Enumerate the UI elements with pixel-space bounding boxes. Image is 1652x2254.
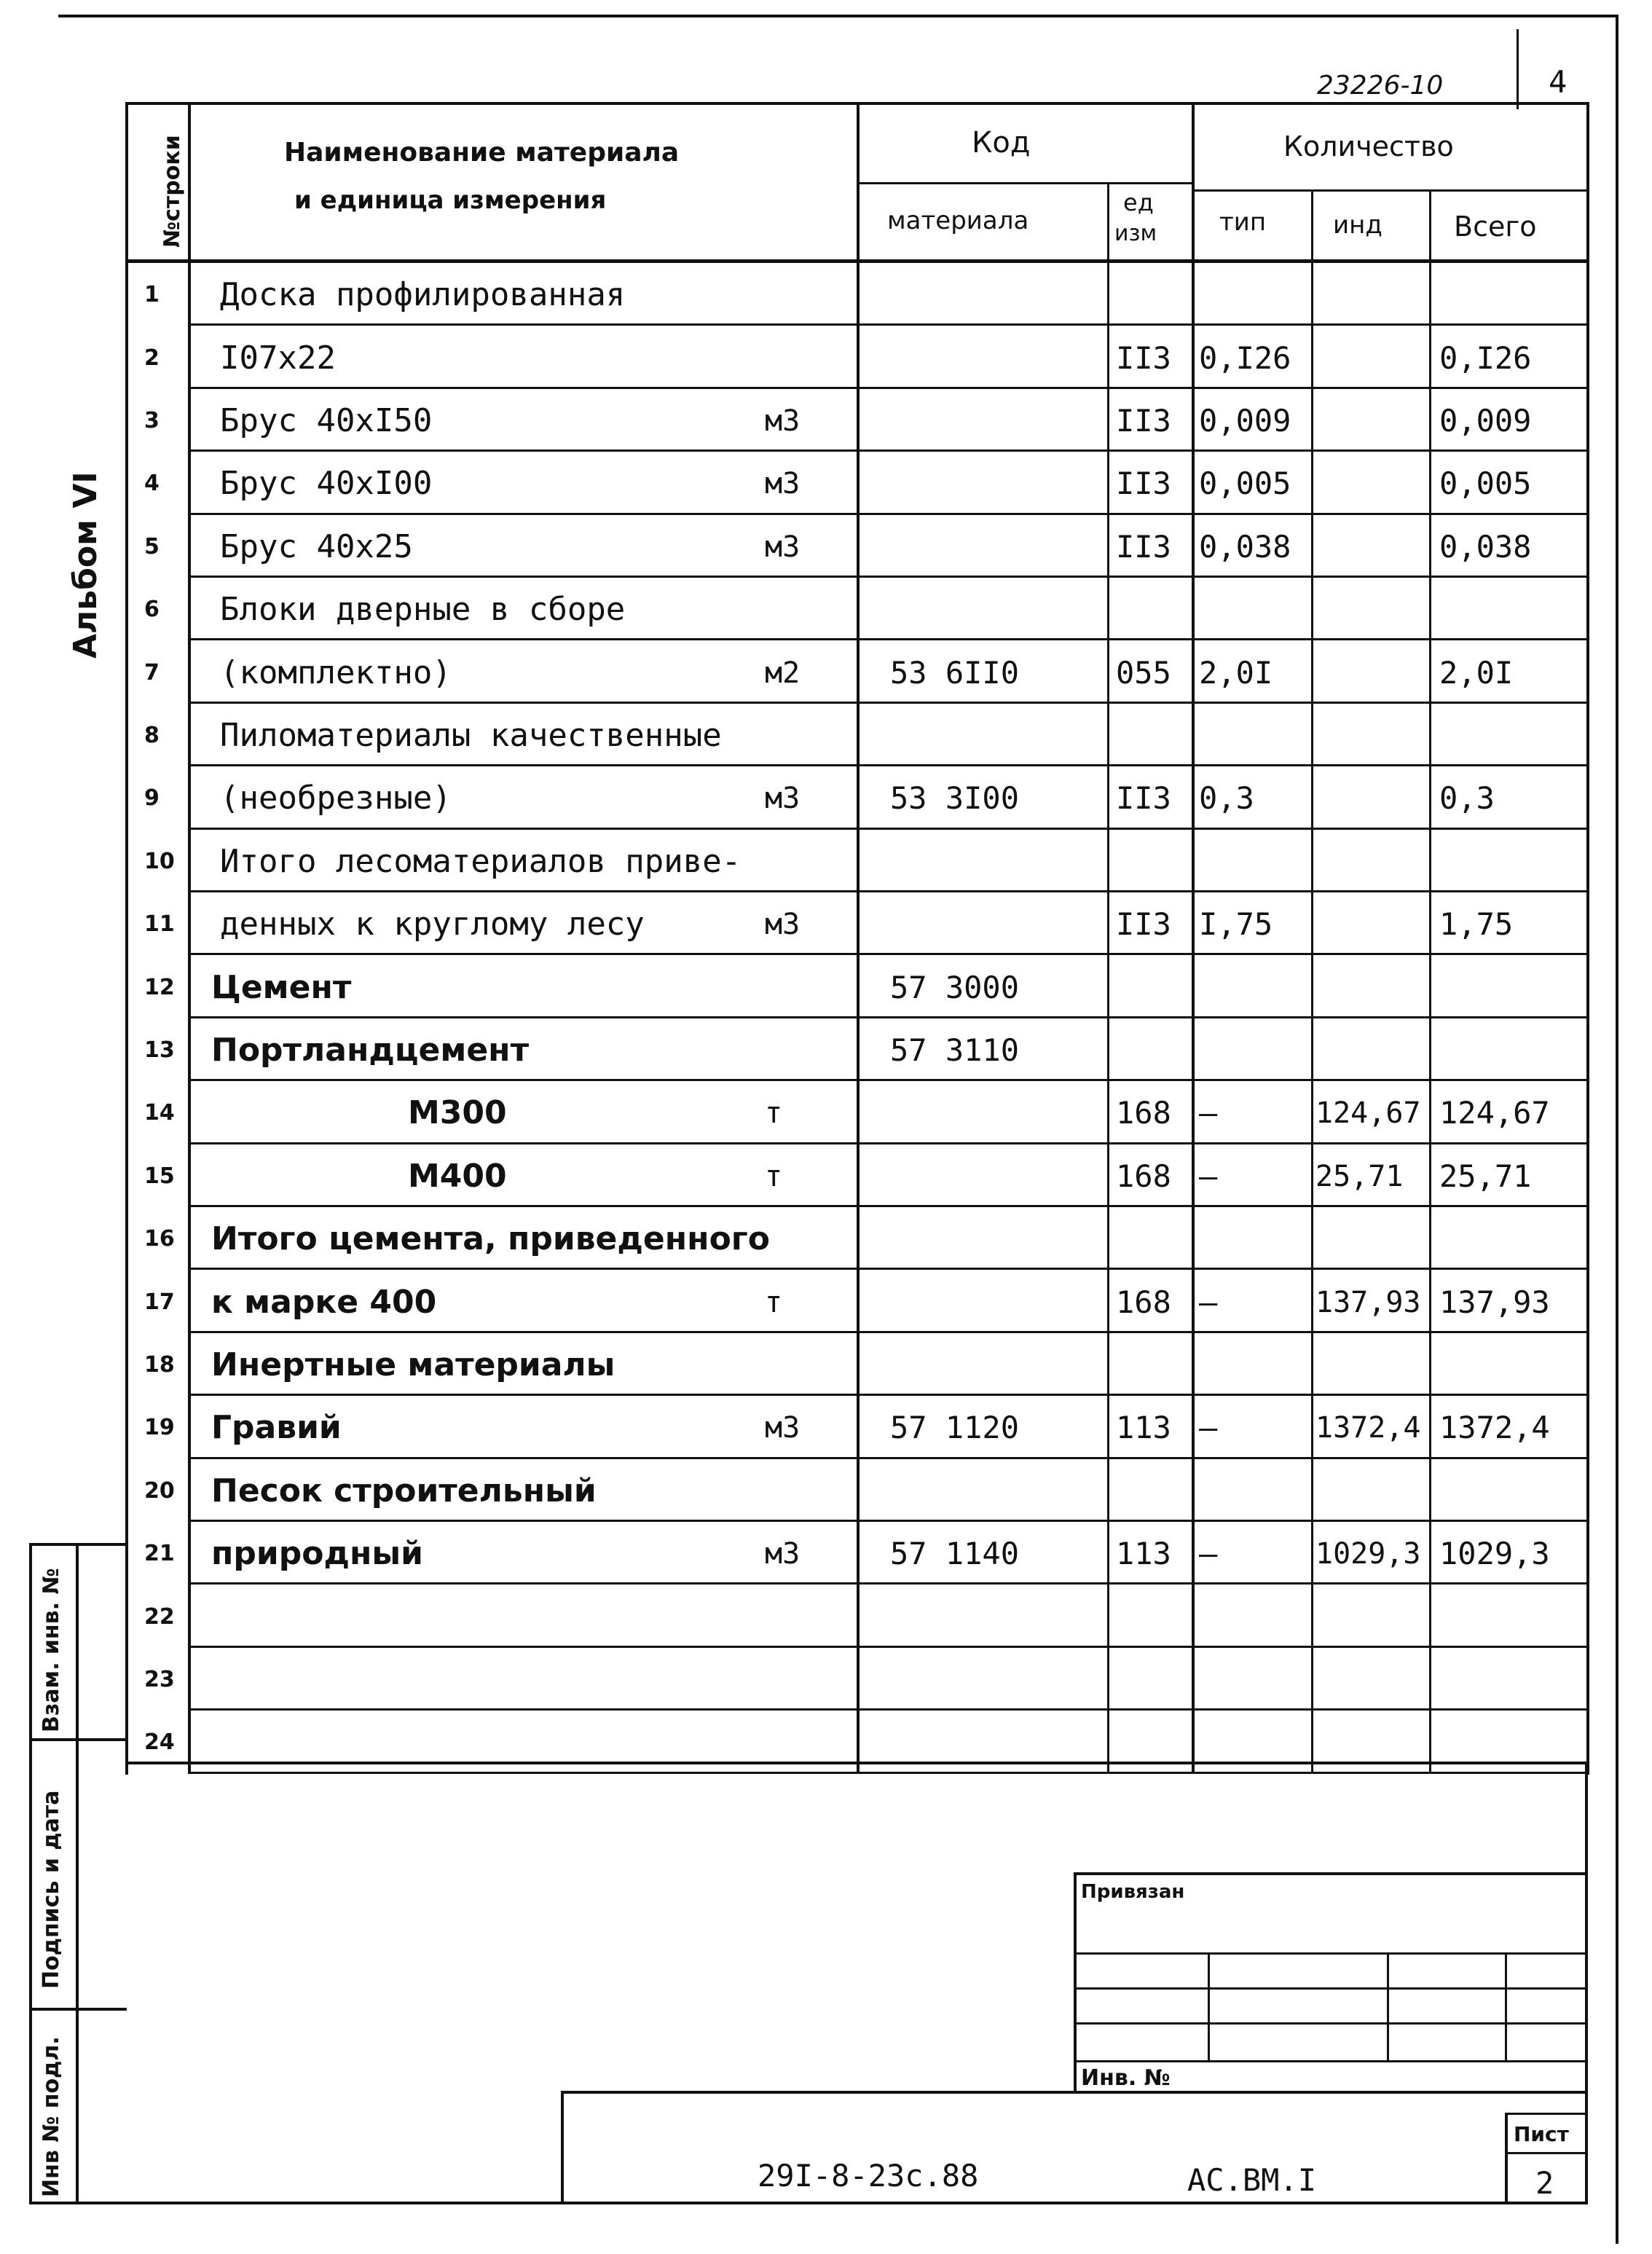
document-code: 29I-8-23c.88 (758, 2158, 979, 2194)
material-name: Песок строительный (211, 1472, 597, 1509)
list-label: Пист (1514, 2122, 1569, 2146)
cell-tip: 0,I26 (1199, 339, 1291, 376)
row-line (188, 1772, 1586, 1774)
cell-total: 1372,4 (1439, 1410, 1550, 1446)
cell-total: 137,93 (1439, 1284, 1550, 1320)
material-unit: м3 (765, 1537, 801, 1571)
row-number: 1 (144, 282, 160, 308)
title-block-top (125, 1762, 1586, 1764)
cell-tip: 0,005 (1199, 466, 1291, 502)
stamp-row-4 (1074, 2060, 1586, 2062)
cell-ind: 1029,3 (1315, 1537, 1421, 1571)
cell-ucode: 168 (1116, 1284, 1171, 1320)
material-name: Брус 40xI50 (220, 402, 433, 439)
header-name-line2: и единица измерения (294, 186, 607, 215)
material-name: Инертные материалы (211, 1346, 615, 1383)
col-line-ind (1429, 189, 1431, 1773)
list-cell-mid (1505, 2152, 1586, 2154)
row-line (188, 387, 1586, 389)
col-line-type (1311, 189, 1313, 1773)
material-name: Брус 40xI00 (220, 465, 433, 503)
top-border (58, 15, 1617, 17)
cell-ucode: II3 (1116, 906, 1171, 943)
row-number: 16 (144, 1226, 175, 1252)
cell-code: 57 1140 (890, 1536, 1020, 1572)
row-number: 24 (144, 1729, 175, 1756)
material-unit: м3 (765, 467, 801, 501)
cell-total: 0,009 (1439, 403, 1532, 439)
cell-total: 25,71 (1439, 1158, 1532, 1194)
row-line (188, 1268, 1586, 1270)
cell-ind: 1372,4 (1315, 1411, 1421, 1445)
cell-tip: 0,038 (1199, 528, 1291, 565)
row-line (188, 1205, 1586, 1207)
cell-ucode: 113 (1116, 1410, 1171, 1446)
stamp-col-1 (1208, 1952, 1210, 2062)
row-line (188, 702, 1586, 704)
row-line (188, 449, 1586, 452)
album-label: Альбом VI (67, 471, 104, 659)
row-line (188, 1394, 1586, 1396)
row-number: 17 (144, 1289, 175, 1315)
col-line-name (857, 102, 860, 1773)
material-name: Гравий (211, 1409, 342, 1447)
row-line (188, 513, 1586, 515)
cell-ucode: II3 (1116, 780, 1171, 817)
stamp-row-2 (1074, 1987, 1586, 1990)
header-qty-total: Всего (1454, 211, 1537, 243)
row-number: 10 (144, 848, 175, 874)
header-qty-ind: инд (1333, 211, 1382, 240)
header-split-qty (1192, 189, 1586, 192)
table-top-line (125, 102, 1586, 105)
side-line-3 (29, 2008, 127, 2011)
material-unit: т (765, 1096, 783, 1131)
cell-total: 1,75 (1439, 906, 1514, 943)
row-line (188, 1708, 1586, 1711)
material-unit: м3 (765, 404, 801, 438)
side-column-left (29, 1543, 32, 2204)
cell-tip: 0,009 (1199, 403, 1291, 439)
row-number: 12 (144, 974, 175, 1000)
header-name-line1: Наименование материала (284, 138, 680, 168)
row-number: 15 (144, 1163, 175, 1189)
material-name: денных к круглому лесу (220, 906, 645, 943)
row-number: 19 (144, 1415, 175, 1441)
cell-ucode: 055 (1116, 654, 1171, 691)
list-cell-left (1505, 2113, 1508, 2204)
main-stamp-left (561, 2091, 564, 2204)
header-qty-type: тип (1219, 208, 1267, 237)
row-line (188, 1079, 1586, 1081)
material-name: природный (211, 1535, 424, 1573)
cell-ucode: II3 (1116, 528, 1171, 565)
row-line (188, 1016, 1586, 1018)
material-name: Цемент (211, 968, 352, 1006)
row-number: 8 (144, 723, 160, 748)
material-unit: т (765, 1285, 783, 1319)
cell-ucode: 113 (1116, 1536, 1171, 1572)
title-block-right (1585, 1762, 1588, 2203)
stamp-col-3 (1505, 1952, 1507, 2062)
cell-ucode: II3 (1116, 466, 1171, 502)
row-line (188, 953, 1586, 955)
row-number: 2 (144, 345, 160, 371)
table-left-line (125, 102, 128, 1775)
row-number: 18 (144, 1352, 175, 1378)
row-line (188, 890, 1586, 892)
title-block-bottom (125, 2202, 1588, 2204)
cell-tip: – (1199, 1095, 1218, 1131)
cell-tip: – (1199, 1158, 1218, 1194)
cell-tip: – (1199, 1284, 1218, 1320)
row-number: 6 (144, 597, 160, 623)
list-cell-top (1505, 2113, 1586, 2115)
cell-tip: 0,3 (1199, 780, 1254, 817)
material-name: М300 (408, 1094, 507, 1132)
row-number: 7 (144, 659, 160, 686)
document-mark: АС.ВМ.I (1187, 2162, 1317, 2198)
header-split-code-mat (857, 182, 1107, 184)
row-number: 23 (144, 1667, 175, 1692)
material-name: Портландцемент (211, 1032, 530, 1069)
cell-ind: 137,93 (1315, 1285, 1421, 1319)
privyazan-label: Привязан (1081, 1881, 1185, 1903)
cell-tip: – (1199, 1410, 1218, 1446)
material-name: (необрезные) (220, 780, 452, 817)
header-code-unit-2: изм (1114, 221, 1157, 246)
cell-ucode: II3 (1116, 403, 1171, 439)
material-unit: м2 (765, 656, 801, 690)
cell-total: 124,67 (1439, 1095, 1550, 1131)
cell-code: 57 1120 (890, 1410, 1020, 1446)
material-name: М400 (408, 1157, 507, 1195)
row-line (188, 1520, 1586, 1522)
row-number: 9 (144, 785, 160, 812)
cell-tip: – (1199, 1536, 1218, 1572)
row-line (188, 576, 1586, 578)
header-row-number: №строки (160, 135, 185, 248)
side-line-2 (29, 1738, 127, 1741)
document-number: 23226-10 (1317, 71, 1444, 101)
header-bottom-line (125, 259, 1586, 263)
row-line (188, 1142, 1586, 1144)
stamp-row-3 (1074, 2022, 1586, 2025)
cell-tip: I,75 (1199, 906, 1273, 943)
row-line (188, 764, 1586, 766)
col-line-number (188, 102, 191, 1773)
material-unit: т (765, 1159, 783, 1193)
side-line-1 (29, 1543, 127, 1546)
cell-total: 0,038 (1439, 528, 1532, 565)
cell-ucode: II3 (1116, 339, 1171, 376)
inv-no-label: Инв. № (1081, 2065, 1171, 2091)
material-name: Блоки дверные в сборе (220, 591, 626, 629)
material-name: Брус 40x25 (220, 527, 413, 565)
material-unit: м3 (765, 530, 801, 564)
table-right-line (1586, 102, 1589, 1775)
row-number: 14 (144, 1100, 175, 1126)
header-code-material: материала (887, 206, 1029, 235)
side-line-4 (29, 2202, 127, 2204)
row-line (188, 1582, 1586, 1585)
row-line (188, 1646, 1586, 1648)
cell-ucode: 168 (1116, 1095, 1171, 1131)
material-name: Пиломатериалы качественные (220, 717, 722, 754)
stamp-left (1074, 1872, 1077, 2092)
row-number: 4 (144, 471, 160, 497)
cell-code: 57 3000 (890, 969, 1020, 1005)
cell-ucode: 168 (1116, 1158, 1171, 1194)
col-line-unit (1192, 102, 1195, 1773)
material-name: Доска профилированная (220, 276, 626, 314)
list-value: 2 (1535, 2165, 1554, 2201)
cell-total: 1029,3 (1439, 1536, 1550, 1572)
header-code-unit-1: ед (1123, 189, 1154, 216)
col-line-code (1107, 182, 1109, 1773)
header-split-code (1107, 182, 1192, 184)
sheet-number-divider (1517, 29, 1519, 109)
cell-code: 57 3110 (890, 1032, 1020, 1068)
row-number: 21 (144, 1541, 175, 1567)
row-line (188, 1457, 1586, 1459)
cell-total: 2,0I (1439, 654, 1514, 691)
header-code: Код (972, 126, 1031, 160)
row-line (188, 638, 1586, 640)
cell-total: 0,I26 (1439, 339, 1532, 376)
material-name: Итого лесоматериалов приве- (220, 842, 742, 880)
cell-ind: 124,67 (1315, 1096, 1421, 1131)
cell-ind: 25,71 (1315, 1159, 1404, 1193)
inventory-original-label: Инв № подл. (39, 2036, 64, 2197)
material-name: к марке 400 (211, 1283, 437, 1321)
sheet-number: 4 (1549, 64, 1568, 100)
row-number: 20 (144, 1477, 175, 1504)
row-number: 11 (144, 911, 175, 938)
main-stamp-top (561, 2091, 1586, 2094)
stamp-top (1074, 1872, 1586, 1875)
material-unit: м3 (765, 782, 801, 816)
material-unit: м3 (765, 908, 801, 942)
stamp-row-1 (1074, 1952, 1586, 1955)
row-number: 3 (144, 408, 160, 433)
right-border (1616, 15, 1618, 2244)
material-name: Итого цемента, приведенного (211, 1220, 771, 1258)
material-name: (комплектно) (220, 653, 452, 691)
cell-total: 0,3 (1439, 780, 1495, 817)
material-name: I07x22 (220, 339, 336, 377)
row-number: 22 (144, 1603, 175, 1630)
cell-total: 0,005 (1439, 466, 1532, 502)
row-line (188, 323, 1586, 326)
side-column-mid (76, 1543, 79, 2204)
row-number: 5 (144, 533, 160, 559)
stamp-col-2 (1387, 1952, 1389, 2062)
row-line (188, 828, 1586, 830)
cell-code: 53 6II0 (890, 654, 1020, 691)
replace-inventory-label: Взам. инв. № (39, 1568, 64, 1732)
row-line (188, 1331, 1586, 1333)
cell-code: 53 3I00 (890, 780, 1020, 817)
header-quantity: Количество (1283, 130, 1454, 162)
material-unit: м3 (765, 1411, 801, 1445)
cell-tip: 2,0I (1199, 654, 1273, 691)
row-number: 13 (144, 1037, 175, 1063)
signature-date-label: Подпись и дата (39, 1790, 64, 1989)
